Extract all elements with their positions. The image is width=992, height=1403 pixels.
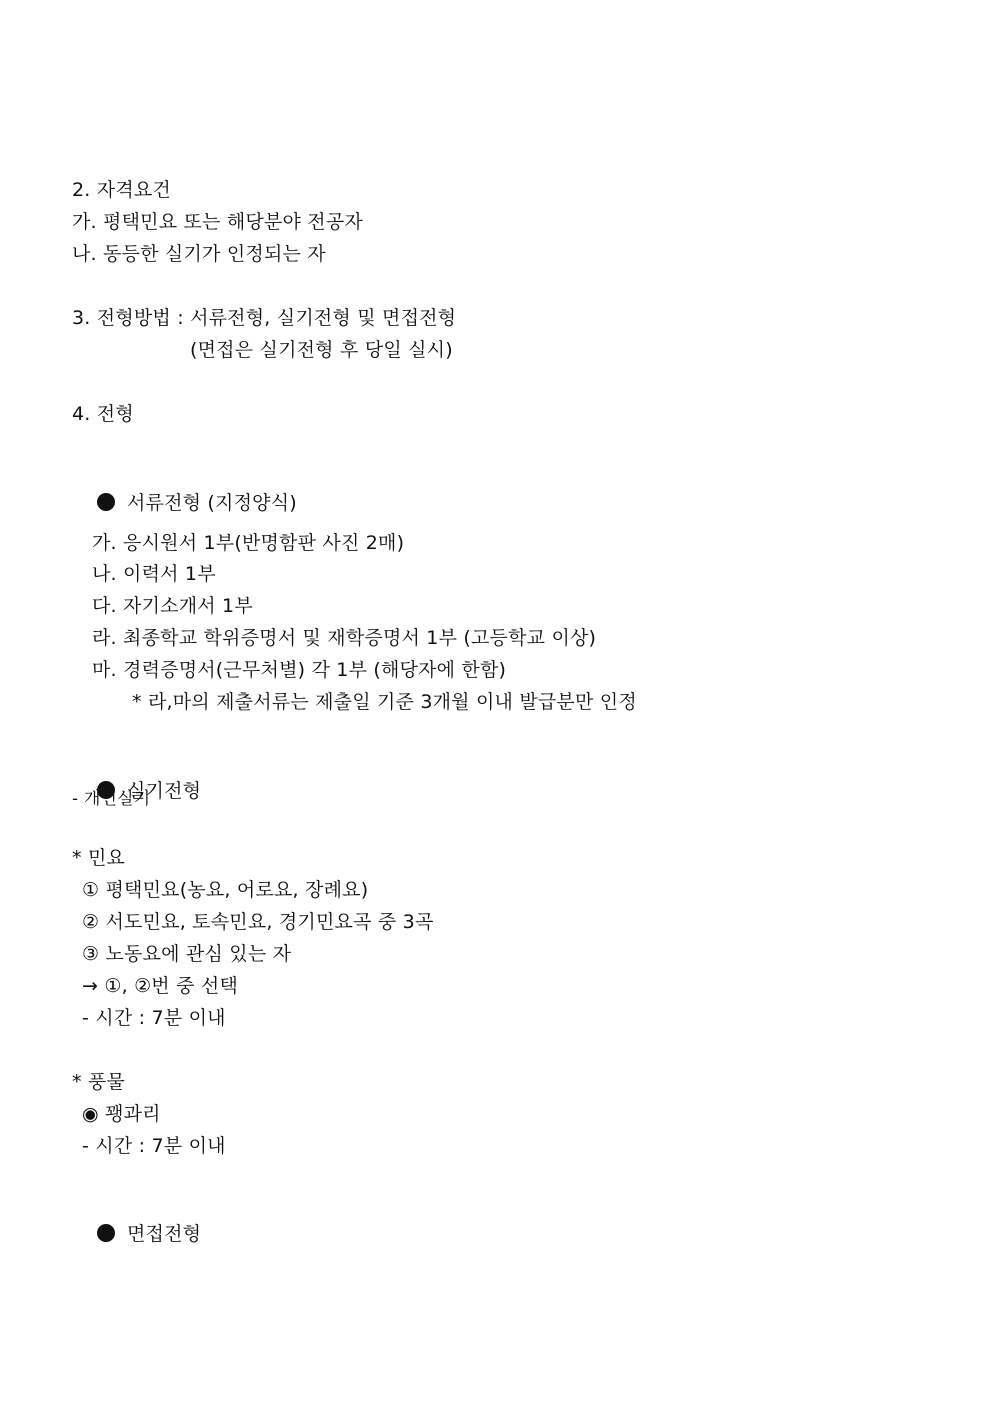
interview-note: (면접은 실기전형 후 당일 실시) [190, 339, 453, 361]
document-note: * 라,마의 제출서류는 제출일 기준 3개월 이내 발급분만 인정 [132, 691, 637, 713]
minyo-choice: → ①, ②번 중 선택 [82, 975, 239, 997]
pungmul-item: ◉ 꽹과리 [82, 1103, 161, 1125]
section-3-heading: 3. 전형방법 : 서류전형, 실기전형 및 면접전형 [72, 307, 457, 329]
pungmul-time: - 시간 : 7분 이내 [82, 1135, 226, 1157]
minyo-time: - 시간 : 7분 이내 [82, 1007, 226, 1029]
section-4-heading: 4. 전형 [72, 403, 134, 425]
pungmul-heading: * 풍물 [72, 1071, 126, 1093]
document-screening-heading [72, 467, 297, 539]
document-screening-title: 서류전형 (지정양식) [126, 492, 297, 514]
filled-bullet-icon [97, 1224, 115, 1242]
minyo-item-2: ② 서도민요, 토속민요, 경기민요곡 중 3곡 [82, 911, 434, 933]
document-item-3: 다. 자기소개서 1부 [92, 595, 253, 617]
section-2-heading: 2. 자격요건 [72, 179, 171, 201]
document-item-1: 가. 응시원서 1부(반명함판 사진 2매) [92, 532, 405, 554]
interview-screening-heading [72, 1198, 201, 1270]
document-item-2: 나. 이력서 1부 [92, 563, 216, 585]
practical-screening-title: 실기전형 [126, 780, 202, 802]
minyo-item-3: ③ 노동요에 관심 있는 자 [82, 943, 292, 965]
document-item-5: 마. 경력증명서(근무처별) 각 1부 (해당자에 한함) [92, 659, 507, 681]
qualification-item-1: 가. 평택민요 또는 해당분야 전공자 [72, 211, 363, 233]
filled-bullet-icon [97, 493, 115, 511]
minyo-heading: * 민요 [72, 847, 126, 869]
document-item-4: 라. 최종학교 학위증명서 및 재학증명서 1부 (고등학교 이상) [92, 627, 597, 649]
qualification-item-2: 나. 동등한 실기가 인정되는 자 [72, 243, 326, 265]
interview-screening-title: 면접전형 [126, 1223, 202, 1245]
minyo-item-1: ① 평택민요(농요, 어로요, 장례요) [82, 879, 369, 901]
practical-subtitle: - 개인실기 [72, 789, 151, 809]
